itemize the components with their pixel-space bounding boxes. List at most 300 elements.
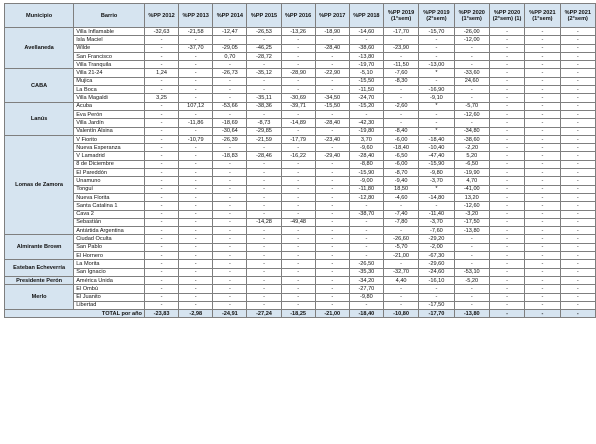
value-cell: -: [560, 127, 595, 135]
value-cell: -: [315, 235, 349, 243]
barrio-cell: Nueva Esperanza: [74, 144, 145, 152]
value-cell: -: [247, 260, 281, 268]
value-cell: -: [525, 293, 560, 301]
value-cell: -: [419, 119, 454, 127]
barrio-cell: Villa 21-24: [74, 69, 145, 77]
value-cell: -33,60: [454, 69, 489, 77]
value-cell: -37,70: [179, 44, 213, 52]
value-cell: -28,46: [247, 152, 281, 160]
value-cell: -29,85: [247, 127, 281, 135]
value-cell: -: [560, 44, 595, 52]
value-cell: -26,00: [454, 28, 489, 36]
value-cell: -49,48: [281, 218, 315, 226]
value-cell: -: [349, 218, 383, 226]
value-cell: -5,70: [383, 243, 418, 251]
value-cell: -: [281, 77, 315, 85]
value-cell: -: [315, 127, 349, 135]
value-cell: -: [247, 36, 281, 44]
value-cell: -: [383, 110, 418, 118]
value-cell: -: [489, 28, 524, 36]
value-cell: -6,00: [383, 135, 418, 143]
value-cell: -: [179, 193, 213, 201]
value-cell: -12,47: [213, 28, 247, 36]
column-header: %PP 2017: [315, 4, 349, 28]
value-cell: -: [179, 169, 213, 177]
value-cell: -18,40: [383, 144, 418, 152]
value-cell: -34,20: [349, 276, 383, 284]
value-cell: -: [419, 77, 454, 85]
value-cell: -: [179, 36, 213, 44]
value-cell: -21,00: [383, 252, 418, 260]
value-cell: -11,80: [349, 185, 383, 193]
value-cell: -: [525, 135, 560, 143]
value-cell: -9,10: [419, 94, 454, 102]
value-cell: -: [179, 268, 213, 276]
value-cell: -2,60: [383, 102, 418, 110]
value-cell: -: [144, 86, 178, 94]
value-cell: -9,80: [419, 169, 454, 177]
value-cell: -: [247, 77, 281, 85]
value-cell: -: [213, 193, 247, 201]
value-cell: 4,40: [383, 276, 418, 284]
value-cell: -: [525, 177, 560, 185]
value-cell: -: [560, 185, 595, 193]
value-cell: -: [525, 52, 560, 60]
table-row: [5, 252, 596, 260]
value-cell: -: [560, 268, 595, 276]
value-cell: -: [144, 160, 178, 168]
value-cell: -: [144, 135, 178, 143]
table-row: [5, 94, 596, 102]
column-header: %PP 2021 (2°sem): [560, 4, 595, 28]
value-cell: -: [560, 169, 595, 177]
value-cell: -: [454, 44, 489, 52]
barrio-cell: Antártida Argentina: [74, 227, 145, 235]
value-cell: -30,69: [281, 94, 315, 102]
value-cell: 3,25: [144, 94, 178, 102]
barrio-cell: San Ignacio: [74, 268, 145, 276]
value-cell: -: [144, 177, 178, 185]
table-row: [5, 28, 596, 36]
value-cell: -: [144, 268, 178, 276]
value-cell: -: [454, 243, 489, 251]
value-cell: -: [560, 28, 595, 36]
value-cell: -: [489, 268, 524, 276]
total-value-cell: -21,00: [315, 310, 349, 318]
column-header: %PP 2019 (1°sem): [383, 4, 418, 28]
barrio-cell: La Morita: [74, 260, 145, 268]
value-cell: -: [247, 86, 281, 94]
value-cell: -: [560, 193, 595, 201]
value-cell: -19,90: [454, 169, 489, 177]
value-cell: -15,20: [349, 102, 383, 110]
value-cell: 107,12: [179, 102, 213, 110]
value-cell: -: [213, 210, 247, 218]
value-cell: -: [213, 77, 247, 85]
value-cell: -: [144, 102, 178, 110]
value-cell: -34,80: [454, 127, 489, 135]
value-cell: -: [213, 110, 247, 118]
value-cell: -: [489, 160, 524, 168]
value-cell: -4,60: [383, 193, 418, 201]
value-cell: -11,40: [419, 210, 454, 218]
value-cell: -46,25: [247, 44, 281, 52]
total-value-cell: -13,80: [454, 310, 489, 318]
total-value-cell: -18,40: [349, 310, 383, 318]
value-cell: -28,40: [315, 119, 349, 127]
value-cell: -: [179, 177, 213, 185]
value-cell: -: [281, 86, 315, 94]
total-value-cell: -: [560, 310, 595, 318]
value-cell: -: [560, 218, 595, 226]
barrio-cell: El Pareddón: [74, 169, 145, 177]
value-cell: -: [315, 210, 349, 218]
value-cell: -: [383, 285, 418, 293]
value-cell: -: [525, 268, 560, 276]
value-cell: -: [489, 127, 524, 135]
value-cell: -34,50: [315, 94, 349, 102]
value-cell: -: [213, 202, 247, 210]
value-cell: -: [247, 276, 281, 284]
value-cell: -15,50: [315, 102, 349, 110]
value-cell: -: [489, 86, 524, 94]
value-cell: -: [247, 227, 281, 235]
municipio-cell: Lomas de Zamora: [5, 135, 74, 235]
value-cell: -3,70: [419, 218, 454, 226]
value-cell: *: [419, 102, 454, 110]
total-value-cell: -24,91: [213, 310, 247, 318]
value-cell: -18,90: [315, 28, 349, 36]
table-row: [5, 102, 596, 110]
value-cell: -: [179, 185, 213, 193]
table-row: [5, 36, 596, 44]
value-cell: -6,00: [383, 160, 418, 168]
value-cell: -17,70: [383, 28, 418, 36]
value-cell: -: [315, 285, 349, 293]
value-cell: -: [281, 301, 315, 309]
value-cell: -: [525, 301, 560, 309]
value-cell: -: [560, 160, 595, 168]
value-cell: -: [489, 94, 524, 102]
value-cell: -: [489, 177, 524, 185]
value-cell: -: [315, 252, 349, 260]
table-row: [5, 86, 596, 94]
value-cell: -: [419, 44, 454, 52]
value-cell: -38,60: [349, 44, 383, 52]
value-cell: -: [525, 61, 560, 69]
value-cell: -: [179, 110, 213, 118]
table-row: [5, 193, 596, 201]
value-cell: -: [179, 293, 213, 301]
barrio-cell: América Unida: [74, 276, 145, 284]
value-cell: -: [179, 144, 213, 152]
table-row: [5, 135, 596, 143]
value-cell: *: [419, 69, 454, 77]
value-cell: -: [315, 260, 349, 268]
value-cell: -8,73: [247, 119, 281, 127]
value-cell: -28,90: [281, 69, 315, 77]
value-cell: -: [247, 268, 281, 276]
value-cell: -: [560, 69, 595, 77]
value-cell: -: [525, 243, 560, 251]
total-value-cell: -23,83: [144, 310, 178, 318]
column-header: %PP 2014: [213, 4, 247, 28]
value-cell: -53,10: [454, 268, 489, 276]
value-cell: -: [144, 276, 178, 284]
value-cell: -: [179, 127, 213, 135]
municipio-cell: Avellaneda: [5, 28, 74, 69]
value-cell: -: [179, 252, 213, 260]
value-cell: -: [179, 301, 213, 309]
value-cell: -: [247, 210, 281, 218]
value-cell: -: [213, 177, 247, 185]
value-cell: -: [454, 235, 489, 243]
value-cell: -38,36: [247, 102, 281, 110]
value-cell: -: [281, 160, 315, 168]
barrio-cell: Santa Catalina 1: [74, 202, 145, 210]
value-cell: -: [560, 243, 595, 251]
column-header: Barrio: [74, 4, 145, 28]
value-cell: -: [213, 36, 247, 44]
value-cell: -: [560, 94, 595, 102]
table-row: [5, 243, 596, 251]
value-cell: -: [213, 185, 247, 193]
value-cell: -: [247, 61, 281, 69]
value-cell: -: [213, 276, 247, 284]
value-cell: -: [489, 235, 524, 243]
value-cell: -: [281, 127, 315, 135]
value-cell: -: [315, 276, 349, 284]
barrio-cell: La Boca: [74, 86, 145, 94]
table-row: [5, 160, 596, 168]
value-cell: -17,50: [454, 218, 489, 226]
value-cell: -: [560, 177, 595, 185]
value-cell: -8,70: [383, 169, 418, 177]
value-cell: -: [525, 210, 560, 218]
value-cell: -: [213, 86, 247, 94]
barrio-cell: Wilde: [74, 44, 145, 52]
column-header: %PP 2013: [179, 4, 213, 28]
value-cell: -: [560, 252, 595, 260]
value-cell: -: [315, 77, 349, 85]
table-row: [5, 61, 596, 69]
value-cell: -: [179, 260, 213, 268]
value-cell: -: [213, 260, 247, 268]
value-cell: -: [454, 52, 489, 60]
value-cell: -: [489, 285, 524, 293]
value-cell: -24,70: [349, 94, 383, 102]
value-cell: -: [525, 36, 560, 44]
value-cell: -: [144, 285, 178, 293]
value-cell: -: [560, 235, 595, 243]
table-row: [5, 77, 596, 85]
value-cell: -13,80: [454, 227, 489, 235]
value-cell: -35,12: [247, 69, 281, 77]
value-cell: -: [454, 285, 489, 293]
value-cell: -: [315, 293, 349, 301]
value-cell: -67,30: [419, 252, 454, 260]
value-cell: -: [560, 210, 595, 218]
value-cell: -: [383, 119, 418, 127]
value-cell: -: [489, 144, 524, 152]
value-cell: -: [315, 86, 349, 94]
value-cell: -: [560, 36, 595, 44]
municipio-cell: Merlo: [5, 285, 74, 310]
value-cell: -15,70: [419, 28, 454, 36]
municipio-cell: Almirante Brown: [5, 235, 74, 260]
value-cell: -: [525, 152, 560, 160]
value-cell: -: [179, 276, 213, 284]
value-cell: -5,20: [454, 276, 489, 284]
table-row: [5, 144, 596, 152]
value-cell: -: [247, 110, 281, 118]
value-cell: -: [144, 243, 178, 251]
value-cell: -: [349, 202, 383, 210]
value-cell: -: [525, 252, 560, 260]
value-cell: -29,20: [419, 235, 454, 243]
value-cell: -16,90: [419, 86, 454, 94]
value-cell: -: [383, 260, 418, 268]
value-cell: -6,50: [383, 152, 418, 160]
table-row: [5, 119, 596, 127]
value-cell: -26,60: [383, 235, 418, 243]
barrio-cell: Unamuno: [74, 177, 145, 185]
value-cell: -: [315, 144, 349, 152]
value-cell: -7,40: [383, 210, 418, 218]
value-cell: -9,40: [383, 177, 418, 185]
value-cell: -: [525, 102, 560, 110]
column-header: Municipio: [5, 4, 74, 28]
table-row: [5, 210, 596, 218]
value-cell: -: [525, 193, 560, 201]
barrio-cell: Villa Magaldi: [74, 94, 145, 102]
value-cell: -: [247, 301, 281, 309]
value-cell: -29,60: [419, 260, 454, 268]
total-label: TOTAL por año: [5, 310, 145, 318]
value-cell: -21,58: [179, 28, 213, 36]
value-cell: -: [560, 293, 595, 301]
value-cell: -28,72: [247, 52, 281, 60]
value-cell: -: [281, 177, 315, 185]
value-cell: 5,20: [454, 152, 489, 160]
value-cell: -: [489, 210, 524, 218]
value-cell: -: [144, 185, 178, 193]
value-cell: -: [213, 169, 247, 177]
value-cell: -: [489, 193, 524, 201]
value-cell: -: [525, 44, 560, 52]
value-cell: -: [315, 110, 349, 118]
value-cell: -29,05: [213, 44, 247, 52]
value-cell: -: [281, 44, 315, 52]
value-cell: -: [560, 301, 595, 309]
value-cell: -28,40: [349, 152, 383, 160]
value-cell: -35,30: [349, 268, 383, 276]
value-cell: -: [281, 210, 315, 218]
value-cell: -17,50: [419, 301, 454, 309]
barrio-cell: Cava 2: [74, 210, 145, 218]
value-cell: -: [247, 293, 281, 301]
value-cell: -3,70: [419, 177, 454, 185]
value-cell: -: [315, 202, 349, 210]
value-cell: *: [419, 127, 454, 135]
value-cell: -: [489, 252, 524, 260]
column-header: %PP 2016: [281, 4, 315, 28]
value-cell: -3,20: [454, 210, 489, 218]
value-cell: -: [489, 36, 524, 44]
value-cell: -14,80: [419, 193, 454, 201]
barrio-cell: 8 de Diciembre: [74, 160, 145, 168]
value-cell: -: [247, 185, 281, 193]
value-cell: -47,40: [419, 152, 454, 160]
value-cell: -: [560, 102, 595, 110]
value-cell: -: [247, 160, 281, 168]
value-cell: -: [213, 243, 247, 251]
value-cell: -: [489, 52, 524, 60]
value-cell: -: [144, 210, 178, 218]
value-cell: -: [525, 227, 560, 235]
column-header: %PP 2018: [349, 4, 383, 28]
value-cell: -: [315, 193, 349, 201]
barrio-cell: Villa Tranquila: [74, 61, 145, 69]
value-cell: -: [489, 102, 524, 110]
value-cell: -: [560, 110, 595, 118]
value-cell: -: [179, 243, 213, 251]
value-cell: -: [281, 285, 315, 293]
value-cell: -: [419, 36, 454, 44]
table-row: [5, 185, 596, 193]
value-cell: -: [560, 227, 595, 235]
value-cell: -: [144, 293, 178, 301]
value-cell: -: [315, 301, 349, 309]
value-cell: -: [349, 227, 383, 235]
value-cell: -: [454, 61, 489, 69]
value-cell: -: [419, 110, 454, 118]
value-cell: -: [489, 185, 524, 193]
value-cell: -: [179, 210, 213, 218]
value-cell: -: [179, 160, 213, 168]
value-cell: -: [247, 144, 281, 152]
value-cell: -: [315, 52, 349, 60]
value-cell: -: [525, 285, 560, 293]
barrio-cell: Ciudad Oculta: [74, 235, 145, 243]
value-cell: -26,50: [349, 260, 383, 268]
total-value-cell: -18,25: [281, 310, 315, 318]
value-cell: -: [383, 52, 418, 60]
barrio-cell: Villa Jardín: [74, 119, 145, 127]
value-cell: -: [247, 243, 281, 251]
value-cell: -: [489, 293, 524, 301]
value-cell: -: [281, 144, 315, 152]
value-cell: -: [144, 218, 178, 226]
value-cell: -: [560, 285, 595, 293]
value-cell: 3,70: [349, 135, 383, 143]
value-cell: -: [315, 36, 349, 44]
barrio-cell: Tonguí: [74, 185, 145, 193]
value-cell: -: [213, 252, 247, 260]
value-cell: -: [454, 94, 489, 102]
value-cell: -: [281, 293, 315, 301]
value-cell: -: [383, 301, 418, 309]
value-cell: -: [525, 202, 560, 210]
value-cell: -: [525, 69, 560, 77]
value-cell: -: [525, 28, 560, 36]
value-cell: -: [281, 52, 315, 60]
value-cell: -: [315, 169, 349, 177]
value-cell: -: [489, 69, 524, 77]
value-cell: -: [247, 252, 281, 260]
value-cell: -: [315, 268, 349, 276]
value-cell: -: [247, 169, 281, 177]
